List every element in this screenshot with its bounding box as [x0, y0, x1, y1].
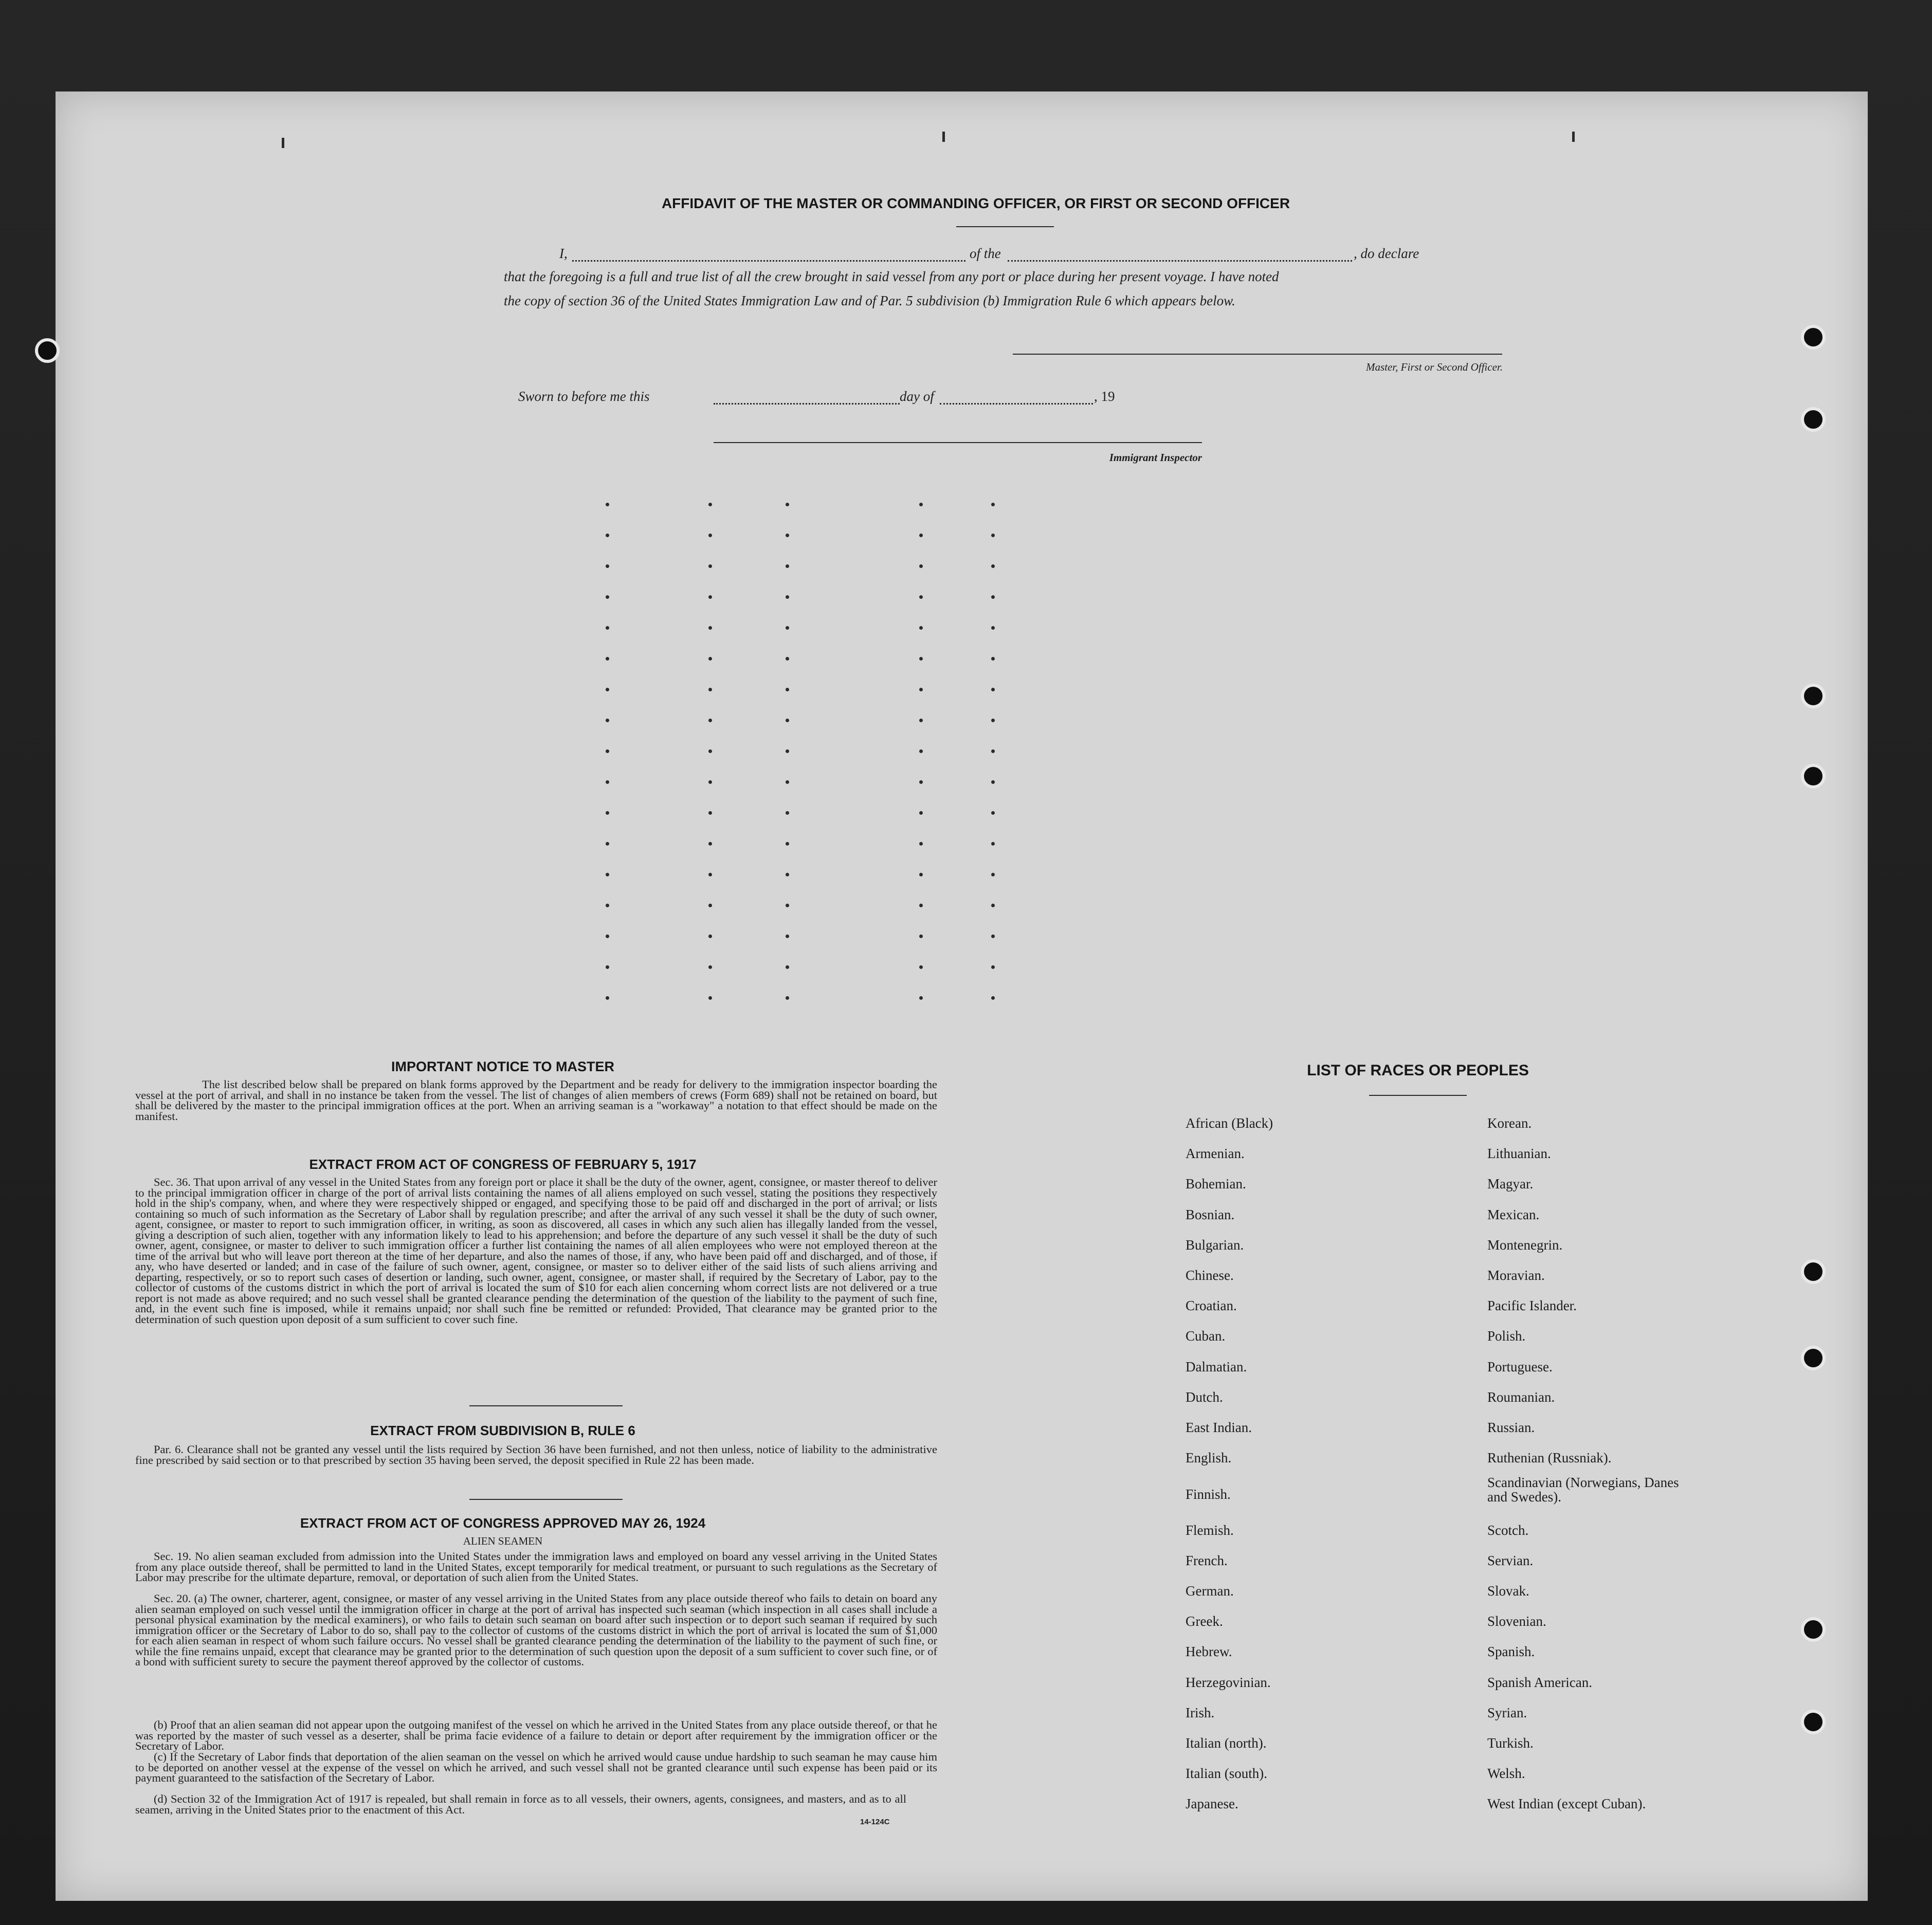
affiant-name-field[interactable] [572, 260, 965, 262]
extract-1924-title: EXTRACT FROM ACT OF CONGRESS APPROVED MAY 26, 1924 [300, 1515, 706, 1531]
bleed-through-dot [708, 564, 712, 568]
bleed-through-dot [991, 503, 995, 506]
race-item: Russian. [1487, 1420, 1535, 1435]
race-item: Spanish American. [1487, 1674, 1592, 1690]
bleed-through-dot [786, 873, 789, 876]
bleed-through-dot [919, 749, 923, 753]
bleed-through-dot [991, 904, 995, 907]
race-item: French. [1186, 1552, 1228, 1568]
bleed-through-dot [919, 564, 923, 568]
bleed-through-dot [606, 626, 609, 630]
bleed-through-dot [606, 965, 609, 969]
bleed-through-dot [991, 996, 995, 1000]
race-item: West Indian (except Cuban). [1487, 1796, 1646, 1812]
bleed-through-dot [919, 965, 923, 969]
bleed-through-dot [919, 657, 923, 661]
race-item: Armenian. [1186, 1146, 1245, 1162]
bleed-through-dot [786, 503, 789, 506]
notice-text: The list described below shall be prepared on blank forms approved by the Department and be ready for delivery to the immigration inspector boarding the vessel at the port of arrival, and shall in no instance be taken from the vessel. The list of changes of alien members of crews (Form 689) shall not be retained on board, but shall be delivered by the master to the principal immigration offices at the port. When an arriving seaman is a "workaway" a notation to that effect should be made on the manifest. [135, 1078, 937, 1123]
punch-hole-icon [1801, 325, 1826, 350]
race-item: Slovak. [1487, 1583, 1529, 1599]
bleed-through-dot [606, 657, 609, 661]
bleed-through-dot [708, 688, 712, 691]
bleed-through-dot [919, 904, 923, 907]
bleed-through-dot [991, 688, 995, 691]
alien-seamen-subtitle: ALIEN SEAMEN [463, 1535, 543, 1547]
bleed-through-dot [991, 811, 995, 815]
race-item: Bosnian. [1186, 1206, 1235, 1222]
bleed-through-dot [991, 626, 995, 630]
bleed-through-dot [708, 595, 712, 599]
bleed-through-dot [991, 657, 995, 661]
race-item: Irish. [1186, 1704, 1215, 1720]
bleed-through-dot [786, 965, 789, 969]
bleed-through-dot [606, 996, 609, 1000]
punch-hole-icon [1801, 1617, 1826, 1642]
race-item: Hebrew. [1186, 1644, 1232, 1660]
bleed-through-dot [786, 996, 789, 1000]
race-item: Dutch. [1186, 1389, 1223, 1405]
bleed-through-dot [991, 842, 995, 846]
race-item: Scotch. [1487, 1522, 1529, 1538]
race-item: English. [1186, 1450, 1232, 1466]
race-item: Roumanian. [1487, 1389, 1555, 1405]
races-title-divider [1369, 1095, 1467, 1096]
extract-rule6-text: Par. 6. Clearance shall not be granted any vessel until the lists required by Section 36 have been furnished, and not then unless, notice of liability to the administrative fine prescribed by said section or to that prescribed by section 35 having been served, the deposit specified in Rule 22 has been made. [135, 1443, 937, 1466]
affidavit-line-3: the copy of section 36 of the United States Immigration Law and of Par. 5 subdivision (b) Immigration Rule 6 which appears below. [504, 293, 1235, 308]
bleed-through-dot [919, 719, 923, 722]
race-item: Turkish. [1487, 1735, 1534, 1751]
bleed-through-dot [708, 904, 712, 907]
bleed-through-dot [786, 749, 789, 753]
bleed-through-dot [919, 688, 923, 691]
race-item: Italian (north). [1186, 1735, 1267, 1751]
race-item: East Indian. [1186, 1420, 1252, 1435]
bleed-through-dot [786, 719, 789, 722]
bleed-through-dot [708, 749, 712, 753]
race-item: Slovenian. [1487, 1614, 1546, 1629]
punch-hole-icon [1801, 684, 1826, 708]
extract-1917-title: EXTRACT FROM ACT OF CONGRESS OF FEBRUARY 5, 1917 [309, 1157, 697, 1172]
bleed-through-dot [708, 534, 712, 537]
bleed-through-dot [786, 842, 789, 846]
bleed-through-dot [786, 626, 789, 630]
bleed-through-dot [606, 719, 609, 722]
bleed-through-dot [708, 934, 712, 938]
sec-20a-paragraph: Sec. 20. (a) The owner, charterer, agent, consignee, or master of any vessel arriving in the United States from any place outside thereof who fails to detain on board any alien seaman employed on such vessel until the immigration officer in charge at the port of arrival has inspected such seaman (which inspection in all cases shall include a personal physical examination by the medical examiners), or who fails to detain such seaman on board after such inspection or to deport such seaman if required by such immigration officer or the Secretary of Labor to do so, shall pay to the collector of customs of the customs district in which the port of arrival is located the sum of $1,000 for each alien seaman in respect of whom such failure occurs. No vessel shall be granted clearance pending the determination of the liability to the payment of such fine, or while the fine remains unpaid, except that clearance may be granted prior to the determination of such question upon the deposit of a sum sufficient to cover such fine, or of a bond with sufficient surety to secure the payment thereof approved by the collector of customs. [135, 1592, 937, 1668]
binding-mark [282, 138, 284, 148]
race-item: Welsh. [1487, 1766, 1525, 1782]
affiant-label: I, [559, 246, 568, 261]
bleed-through-dot [919, 534, 923, 537]
race-item: Cuban. [1186, 1328, 1226, 1344]
binding-mark [942, 132, 945, 142]
bleed-through-dot [708, 719, 712, 722]
sec-20c-paragraph: (c) If the Secretary of Labor finds that deportation of the alien seaman on the vessel on which he arrived would cause undue hardship to such seaman he may cause him to be deported on another vessel at the expense of the vessel on which he arrived, and such vessel shall not be granted clearance until such expense has been paid or its payment guaranteed to the satisfaction of the Secretary of Labor. [135, 1750, 937, 1784]
bleed-through-dot [786, 934, 789, 938]
sec-20b-paragraph: (b) Proof that an alien seaman did not appear upon the outgoing manifest of the vessel on which he arrived in the United States from any place outside thereof, or that he was reported by the master of such vessel as a deserter, shall be prima facie evidence of a failure to detain or deport after requirement by the immigration officer or the Secretary of Labor. [135, 1718, 937, 1752]
bleed-through-dot [606, 564, 609, 568]
notice-title: IMPORTANT NOTICE TO MASTER [391, 1059, 614, 1074]
race-item: African (Black) [1186, 1115, 1273, 1131]
section-divider [469, 1499, 623, 1500]
bleed-through-dot [606, 595, 609, 599]
bleed-through-dot [991, 719, 995, 722]
bleed-through-dot [606, 934, 609, 938]
bleed-through-dot [606, 904, 609, 907]
bleed-through-dot [919, 934, 923, 938]
race-item: Moravian. [1487, 1268, 1545, 1283]
punch-hole-icon [1801, 1346, 1826, 1370]
race-item: Korean. [1487, 1115, 1532, 1131]
bleed-through-dot [919, 503, 923, 506]
extract-rule6-title: EXTRACT FROM SUBDIVISION B, RULE 6 [370, 1423, 635, 1438]
section-divider [469, 1405, 623, 1406]
races-title: LIST OF RACES OR PEOPLES [1307, 1062, 1529, 1079]
bleed-through-dot [991, 780, 995, 784]
master-signature-line[interactable] [1013, 354, 1502, 355]
race-item: Ruthenian (Russniak). [1487, 1450, 1612, 1466]
bleed-through-dot [708, 811, 712, 815]
bleed-through-dot [991, 934, 995, 938]
master-signature-label: Master, First or Second Officer. [1366, 361, 1503, 373]
declare-label: , do declare [1354, 246, 1419, 261]
bleed-through-dot [786, 780, 789, 784]
vessel-name-field[interactable] [1008, 260, 1352, 262]
race-item: Pacific Islander. [1487, 1298, 1577, 1314]
punch-hole-icon [35, 338, 60, 363]
vessel-of-label: of the [970, 246, 1001, 261]
sec-19-paragraph: Sec. 19. No alien seaman excluded from admission into the United States under the immigration laws and employed on board any vessel arriving in the United States from any place outside thereof, shall be permitted to land in the United States, except temporarily for medical treatment, or pursuant to such regulations as the Secretary of Labor may prescribe for the ultimate departure, removal, or deportation of such alien from the United States. [135, 1550, 937, 1584]
race-item: Italian (south). [1186, 1766, 1267, 1782]
binding-mark [1572, 132, 1575, 142]
race-item: Servian. [1487, 1552, 1534, 1568]
race-item: Herzegovinian. [1186, 1674, 1271, 1690]
bleed-through-dot [991, 965, 995, 969]
bleed-through-dot [919, 996, 923, 1000]
race-item: German. [1186, 1583, 1234, 1599]
bleed-through-dot [708, 996, 712, 1000]
bleed-through-dot [786, 657, 789, 661]
race-item: Bohemian. [1186, 1176, 1246, 1192]
bleed-through-dot [786, 595, 789, 599]
race-item: Scandinavian (Norwegians, Danes and Swedes). [1487, 1475, 1679, 1505]
race-item: Polish. [1487, 1328, 1526, 1344]
punch-hole-icon [1801, 764, 1826, 789]
bleed-through-dot [708, 503, 712, 506]
bleed-through-dot [708, 626, 712, 630]
punch-hole-icon [1801, 1710, 1826, 1734]
race-item: Croatian. [1186, 1298, 1237, 1314]
bleed-through-dot [708, 657, 712, 661]
extract-1917-text: Sec. 36. That upon arrival of any vessel in the United States from any foreign port or place it shall be the duty of the owner, agent, consignee, or master thereof to deliver to the principal immigration officer in charge of the port of arrival lists containing the names of all aliens employed on such vessel, stating the positions they respectively hold in the ship's company, when, and where they were respectively shipped or engaged, and specifying those to be paid off and discharged in the port of arrival; or lists containing so much of such information as the Secretary of Labor shall by regulation prescribe; and after the arrival of any such vessel it shall be the duty of such owner, agent, consignee, or master to report to such immigration officer, in writing, as soon as discovered, all cases in which any such alien has illegally landed from the vessel, giving a description of such alien, together with any information likely to lead to his apprehension; and before the departure of any such vessel it shall be the duty of such owner, agent, consignee, or master to deliver to such immigration officer a further list containing the names of all alien employees who were not employed thereon at the time of the arrival but who will leave port thereon at the time of her departure, and also the names of those, if any, who have been paid off and discharged, and of those, if any, who have deserted or landed; and in case of the failure of such owner, agent, consignee, or master so to deliver either of the said lists of such aliens arriving and departing, respectively, or so to report such cases of desertion or landing, such owner, agent, consignee, or master shall, if required by the Secretary of Labor, pay to the collector of customs of the customs district in which the port of arrival is located the sum of $10 for each alien concerning whom correct lists are not delivered or a true report is not made as above required; and no such vessel shall be granted clearance pending the determination of the question of the liability to the payment of such fine, and, in the event such fine is imposed, while it remains unpaid; nor shall such fine be remitted or refunded: Provided, That clearance may be granted prior to the determination of such question upon deposit of a sum sufficient to cover such fine. [135, 1176, 937, 1326]
race-item: Magyar. [1487, 1176, 1534, 1192]
bleed-through-dot [606, 780, 609, 784]
year-label: , 19 [1094, 389, 1115, 404]
sec-20d-paragraph: (d) Section 32 of the Immigration Act of 1917 is repealed, but shall remain in force as to all vessels, their owners, agents, consignees, and masters, and as to all seamen, arriving in the United States prior to the enactment of this Act. [135, 1792, 906, 1816]
bleed-through-dot [708, 873, 712, 876]
race-item: Flemish. [1186, 1522, 1234, 1538]
bleed-through-dot [786, 564, 789, 568]
race-item: Greek. [1186, 1614, 1223, 1629]
bleed-through-dot [606, 534, 609, 537]
form-number: 14-124C [860, 1818, 890, 1826]
bleed-through-dot [919, 873, 923, 876]
race-item: Chinese. [1186, 1268, 1234, 1283]
race-item: Japanese. [1186, 1796, 1238, 1812]
bleed-through-dot [991, 749, 995, 753]
bleed-through-dot [991, 873, 995, 876]
bleed-through-dot [606, 749, 609, 753]
punch-hole-icon [1801, 407, 1826, 432]
bleed-through-dot [919, 780, 923, 784]
bleed-through-dot [606, 811, 609, 815]
bleed-through-dot [991, 595, 995, 599]
title-divider [956, 226, 1054, 227]
affidavit-title: AFFIDAVIT OF THE MASTER OR COMMANDING OFFICER, OR FIRST OR SECOND OFFICER [661, 195, 1290, 211]
bleed-through-dot [919, 842, 923, 846]
form-page [56, 91, 1868, 1901]
bleed-through-dot [708, 965, 712, 969]
sworn-day-field[interactable] [714, 403, 900, 405]
bleed-through-dot [606, 503, 609, 506]
bleed-through-dot [991, 564, 995, 568]
sworn-month-field[interactable] [940, 403, 1093, 405]
race-item: Portuguese. [1487, 1359, 1553, 1374]
bleed-through-dot [786, 811, 789, 815]
inspector-signature-line[interactable] [714, 442, 1202, 443]
bleed-through-dot [606, 688, 609, 691]
race-item: Spanish. [1487, 1644, 1535, 1660]
bleed-through-dot [786, 904, 789, 907]
race-item: Dalmatian. [1186, 1359, 1247, 1374]
race-item: Finnish. [1186, 1487, 1231, 1502]
bleed-through-dot [786, 688, 789, 691]
bleed-through-dot [919, 626, 923, 630]
sworn-label: Sworn to before me this [518, 389, 650, 404]
bleed-through-dot [919, 811, 923, 815]
bleed-through-dot [919, 595, 923, 599]
inspector-label: Immigrant Inspector [1109, 451, 1202, 464]
race-item: Montenegrin. [1487, 1237, 1563, 1253]
bleed-through-dot [708, 780, 712, 784]
bleed-through-dot [991, 534, 995, 537]
race-item: Mexican. [1487, 1206, 1540, 1222]
race-item: Syrian. [1487, 1704, 1527, 1720]
affidavit-line-2: that the foregoing is a full and true list of all the crew brought in said vessel from any port or place during her present voyage. I have noted [504, 269, 1279, 284]
bleed-through-dot [606, 873, 609, 876]
race-item: Lithuanian. [1487, 1146, 1551, 1162]
bleed-through-dot [606, 842, 609, 846]
bleed-through-dot [708, 842, 712, 846]
bleed-through-dot [786, 534, 789, 537]
day-of-label: day of [900, 389, 934, 404]
punch-hole-icon [1801, 1259, 1826, 1284]
race-item: Bulgarian. [1186, 1237, 1244, 1253]
